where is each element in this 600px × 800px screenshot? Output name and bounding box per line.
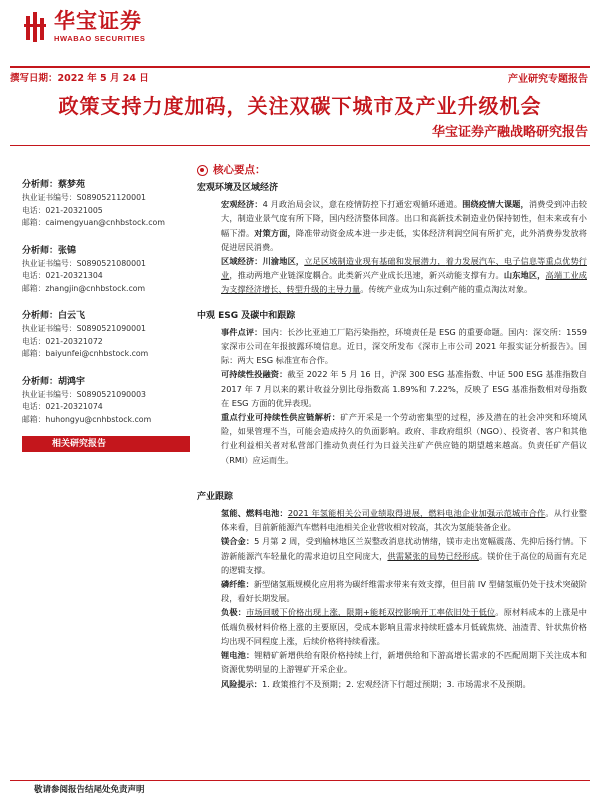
- analyst-phone: 电话：021-20321074: [22, 402, 103, 411]
- analyst-card: [22, 244, 192, 296]
- section-heading-macro: 宏观环境及区域经济: [197, 183, 279, 193]
- paragraph-regional-economy: 区域经济：川渝地区，立足区域制造业现有基础和发展潜力，着力发展汽车、电子信息等重点优势行业，推动两地产业链深度耦合。此类新兴产业成长迅速，新兴动能支撑有力。山东地区，高端工业成为支撑经济增长、转型升级的主导力量。传统产业成为山东过剩产能的重点淘汰对象。: [221, 256, 587, 295]
- analyst-card: [22, 309, 192, 361]
- paragraph-event-review: 事件点评：国内：长沙比亚迪工厂陷污染指控，环境责任是 ESG 的重要命题。国内：深交所：1559 家深市公司在年报披露环境信息。近日，深交所发布《深市上市公司 2021 年报实证分析报告》。国际：两大 ESG 标准宣布合作。: [221, 326, 587, 366]
- paragraph-supply-chain: 重点行业可持续性供应链解析：矿产开采是一个劳动密集型的过程，涉及潜在的社会冲突和环境风险，如果管理不当，可能会造成持久的负面影响。政府、非政府组织（NGO）、投资者、客户和其他行业利益相关者对私营部门推动负责任行为日益关注矿产供应链的期望越来越高。负责任矿产倡议（RMI）应运而生。: [221, 412, 587, 465]
- analyst-name: 分析师：蔡梦苑: [22, 180, 86, 190]
- analyst-email[interactable]: 邮箱：zhangjin@cnhbstock.com: [22, 283, 146, 293]
- related-reports-label[interactable]: 相关研究报告: [22, 436, 190, 452]
- target-icon: [197, 165, 208, 176]
- analyst-cert: 执业证书编号：S0890521120001: [22, 193, 147, 202]
- title-rule: [10, 145, 590, 146]
- analyst-cert: 执业证书编号：S0890521080001: [22, 258, 147, 268]
- paragraph-hydrogen: 氢能、燃料电池：2021 年氢能相关公司业绩取得进展，燃料电池企业加强示范城市合作。从行业整体来看，目前新能源汽车燃料电池相关企业营收相对较高，其次为氢能装备企业。: [221, 508, 587, 533]
- analyst-phone: 电话：021-20321072: [22, 336, 103, 346]
- analyst-list: [22, 178, 192, 440]
- analyst-name: 分析师：白云飞: [22, 311, 86, 321]
- analyst-phone: 电话：021-20321304: [22, 271, 103, 280]
- paragraph-anode: 负极：市场回暖下价格出现上涨，限期+能耗双控影响开工率依旧处于低位。原材料成本的上涨是中低端负极材料价格上涨的主要原因，受成本影响且需求持续旺盛本月低硫焦烧、油渣青、针状焦价格均出现不同程度上涨，后续价格将持续看涨。: [221, 607, 587, 646]
- header-rule: [10, 66, 590, 68]
- logo-chinese-text: 华宝证券: [54, 9, 142, 33]
- logo-mark-icon: [24, 12, 46, 42]
- section-heading-industry: 产业跟踪: [197, 491, 234, 502]
- analyst-name: 分析师：张锦: [22, 245, 77, 256]
- analyst-name: 分析师：胡鸿宇: [22, 376, 86, 387]
- report-body: [197, 162, 587, 691]
- paragraph-carbon-fiber: 磷纤维：新型储氢瓶规模化应用将为碳纤维需求带来有效支撑，但目前 IV 型储氢瓶仍处于技术突破阶段，看好长期发展。: [221, 579, 587, 604]
- report-title: 政策支持力度加码，关注双碳下城市及产业升级机会: [58, 94, 542, 118]
- paragraph-sustainable-finance: 可持续性投融资：截至 2022 年 5 月 16 日，沪深 300 ESG 基准指数、中证 500 ESG 基准指数自 2017 年 7 月以来的累计收益分别比母指数高 1.89%和 7.22%，反映了 ESG 基准指数相对母指数在 ESG 方面的优异表现。: [221, 369, 587, 408]
- analyst-email[interactable]: 邮箱：baiyunfei@cnhbstock.com: [22, 349, 149, 358]
- logo-english-text: HWABAO SECURITIES: [54, 34, 146, 43]
- report-type: 产业研究专题报告: [508, 74, 588, 85]
- key-points-heading: [197, 162, 587, 178]
- key-points-label: 核心要点：: [213, 164, 266, 176]
- analyst-email[interactable]: 邮箱：huhongyu@cnhbstock.com: [22, 414, 152, 424]
- report-date: 撰写日期：2022 年 5 月 24 日: [10, 73, 149, 84]
- footer-rule: [10, 780, 590, 781]
- paragraph-macro-economy: 宏观经济：4 月政治局会议，意在疫情防控下打通宏观循环通道。围绕疫情大课题，消费受到冲击较大，制造业景气度有所下降，国内经济整体回落。出口和高新技术制造业仍保持韧性，但未来或有小幅下滑。对策方面，降准带动资金成本进一步走低，实体经济利润空间有所扩充，此外消费券发放将促进居民消费。: [221, 199, 587, 252]
- disclaimer-note[interactable]: 敬请参阅报告结尾处免责声明: [34, 785, 145, 795]
- analyst-cert: 执业证书编号：S0890521090001: [22, 324, 147, 333]
- paragraph-lithium: 锂电池：锂精矿新增供给有限价格持续上行，新增供给和下游高增长需求的不匹配周期下关注成本和资源优势明显的上游锂矿开采企业。: [221, 650, 587, 675]
- analyst-cert: 执业证书编号：S0890521090003: [22, 389, 147, 399]
- paragraph-risk-warning: 风险提示：1. 政策推行不及预期；2. 宏观经济下行超过预期；3. 市场需求不及预期。: [221, 678, 531, 689]
- report-subtitle: 华宝证券产融战略研究报告: [431, 125, 588, 140]
- analyst-phone: 电话：021-20321005: [22, 205, 103, 215]
- analyst-card: [22, 178, 192, 230]
- section-heading-esg: 中观 ESG 及碳中和跟踪: [197, 310, 296, 321]
- analyst-email[interactable]: 邮箱：caimengyuan@cnhbstock.com: [22, 218, 165, 227]
- paragraph-magnesium: 镁合金：5 月第 2 周，受到榆林地区兰炭整改消息扰动情绪，镁市走出宽幅震荡、先抑后扬行情。下游新能源汽车轻量化的需求迫切且空间庞大，供需紧张的局势已经形成。镁价住于高位的局面有充足的逻辑支撑。: [221, 536, 587, 575]
- analyst-card: [22, 375, 192, 427]
- hwabao-logo: [24, 8, 145, 46]
